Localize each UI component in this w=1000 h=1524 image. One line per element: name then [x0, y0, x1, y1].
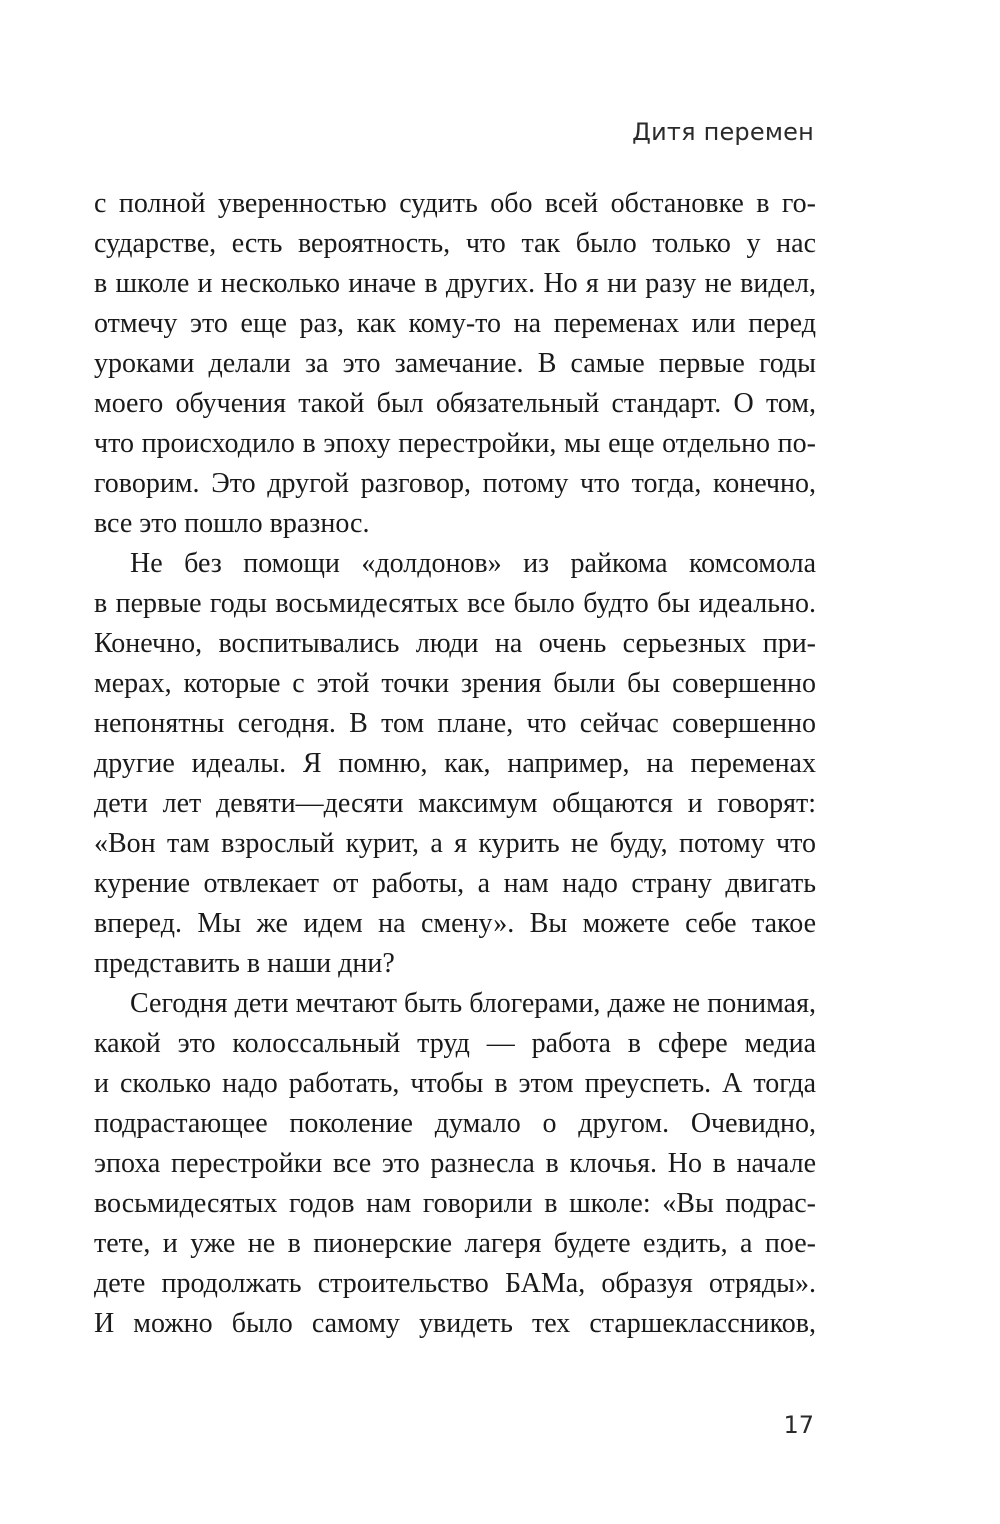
text-line: в школе и несколько иначе в других. Но я ни разу не видел, [94, 268, 816, 299]
text-line: моего обучения такой был обязательный стандарт. О том, [94, 388, 816, 419]
text-line: другие идеалы. Я помню, как, например, на переменах [94, 748, 816, 779]
text-line: уроками делали за это замечание. В самые первые годы [94, 348, 816, 379]
text-line: дети лет девяти—десяти максимум общаются и говорят: [94, 788, 816, 819]
text-line: что происходило в эпоху перестройки, мы еще отдельно по- [94, 428, 816, 459]
text-line: подрастающее поколение думало о другом. Очевидно, [94, 1108, 816, 1139]
paragraph-3 [94, 984, 816, 1344]
text-line: непонятны сегодня. В том плане, что сейчас совершенно [94, 708, 816, 739]
text-line: вперед. Мы же идем на смену». Вы можете себе такое [94, 908, 816, 939]
text-line: «Вон там взрослый курит, а я курить не буду, потому что [94, 828, 816, 859]
text-line: эпоха перестройки все это разнесла в клочья. Но в начале [94, 1148, 816, 1179]
text-line: отмечу это еще раз, как кому-то на переменах или перед [94, 308, 816, 339]
text-line: Не без помощи «долдонов» из райкома комсомола [130, 548, 816, 579]
text-line: в первые годы восьмидесятых все было будто бы идеально. [94, 588, 816, 619]
page-body [94, 184, 816, 1344]
text-line: представить в наши дни? [94, 948, 395, 979]
text-line: Сегодня дети мечтают быть блогерами, даже не понимая, [130, 988, 816, 1019]
text-line: курение отвлекает от работы, а нам надо страну двигать [94, 868, 816, 899]
text-line: тете, и уже не в пионерские лагеря будете ездить, а пое- [94, 1228, 816, 1259]
text-line: какой это колоссальный труд — работа в сфере медиа [94, 1028, 816, 1059]
running-header: Дитя перемен [632, 118, 814, 146]
text-line: И можно было самому увидеть тех старшеклассников, [94, 1308, 816, 1339]
text-line: с полной уверенностью судить обо всей обстановке в го- [94, 188, 816, 219]
page-number: 17 [783, 1411, 814, 1439]
text-line: сударстве, есть вероятность, что так было только у нас [94, 228, 816, 259]
text-line: все это пошло вразнос. [94, 508, 370, 539]
text-line: говорим. Это другой разговор, потому что тогда, конечно, [94, 468, 816, 499]
text-line: восьмидесятых годов нам говорили в школе: «Вы подрас- [94, 1188, 816, 1219]
text-line: Конечно, воспитывались люди на очень серьезных при- [94, 628, 816, 659]
paragraph-1 [94, 184, 816, 544]
text-line: дете продолжать строительство БАМа, образуя отряды». [94, 1268, 816, 1299]
text-line: мерах, которые с этой точки зрения были бы совершенно [94, 668, 816, 699]
paragraph-2 [94, 544, 816, 984]
text-line: и сколько надо работать, чтобы в этом преуспеть. А тогда [94, 1068, 816, 1099]
